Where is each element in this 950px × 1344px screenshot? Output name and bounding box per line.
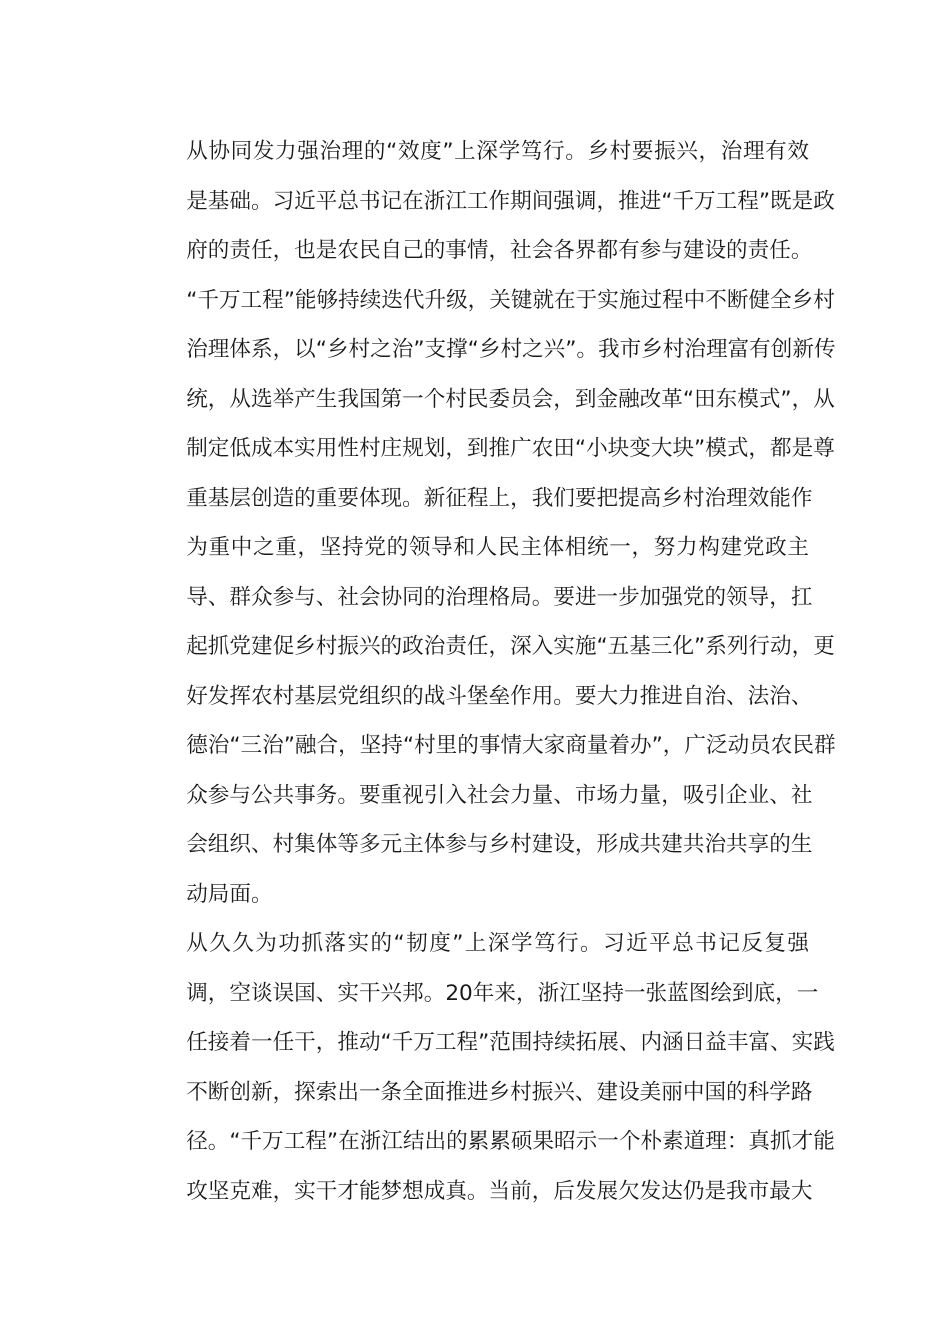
text-line: 众参与公共事务。要重视引入社会力量、市场力量，吸引企业、社 [186,782,813,808]
text-line: 调，空谈误国、实干兴邦。20年来，浙江坚持一张蓝图绘到底，一 [186,980,819,1006]
text-line: 任接着一任干，推动“千万工程”范围持续拓展、内涵日益丰富、实践 [186,1030,835,1055]
text-line: 导、群众参与、社会协同的治理格局。要进一步加强党的领导，扛 [186,584,813,610]
paragraph-persistence [143,919,835,1216]
text-line: 为重中之重，坚持党的领导和人民主体相统一，努力构建党政主 [186,535,809,560]
text-line: 会组织、村集体等多元主体参与乡村建设，形成共建共治共享的生 [186,832,813,857]
text-line: 治理体系，以“乡村之治”支撑“乡村之兴”。我市乡村治理富有创新传 [186,337,836,362]
text-line: 是基础。习近平总书记在浙江工作期间强调，推进“千万工程”既是政 [186,188,835,214]
text-line: 好发挥农村基层党组织的战斗堡垒作用。要大力推进自治、法治、 [186,683,813,709]
text-line: 不断创新，探索出一条全面推进乡村振兴、建设美丽中国的科学路 [186,1079,813,1105]
text-line: 从久久为功抓落实的“韧度”上深学笃行。习近平总书记反复强 [186,931,809,956]
text-line: 攻坚克难，实干才能梦想成真。当前，后发展欠发达仍是我市最大 [186,1178,813,1204]
text-line: 统，从选举产生我国第一个村民委员会，到金融改革“田东模式”，从 [186,386,835,412]
text-line: 重基层创造的重要体现。新征程上，我们要把提高乡村治理效能作 [186,485,813,511]
text-line: 从协同发力强治理的“效度”上深学笃行。乡村要振兴，治理有效 [186,139,809,164]
text-line: 府的责任，也是农民自己的事情，社会各界都有参与建设的责任。 [186,238,813,263]
text-line: “千万工程”能够持续迭代升级，关键就在于实施过程中不断健全乡村 [186,287,835,313]
paragraph-governance [143,127,836,919]
text-line: 制定低成本实用性村庄规划，到推广农田“小块变大块”模式，都是尊 [186,436,835,461]
text-line: 动局面。 [186,881,273,907]
text-line: 起抓党建促乡村振兴的政治责任，深入实施“五基三化”系列行动，更 [186,634,835,659]
text-line: 德治“三治”融合，坚持“村里的事情大家商量着办”，广泛动员农民群 [186,733,836,758]
text-line: 径。“千万工程”在浙江结出的累累硕果昭示一个朴素道理：真抓才能 [186,1129,835,1154]
document-body [143,127,836,1216]
